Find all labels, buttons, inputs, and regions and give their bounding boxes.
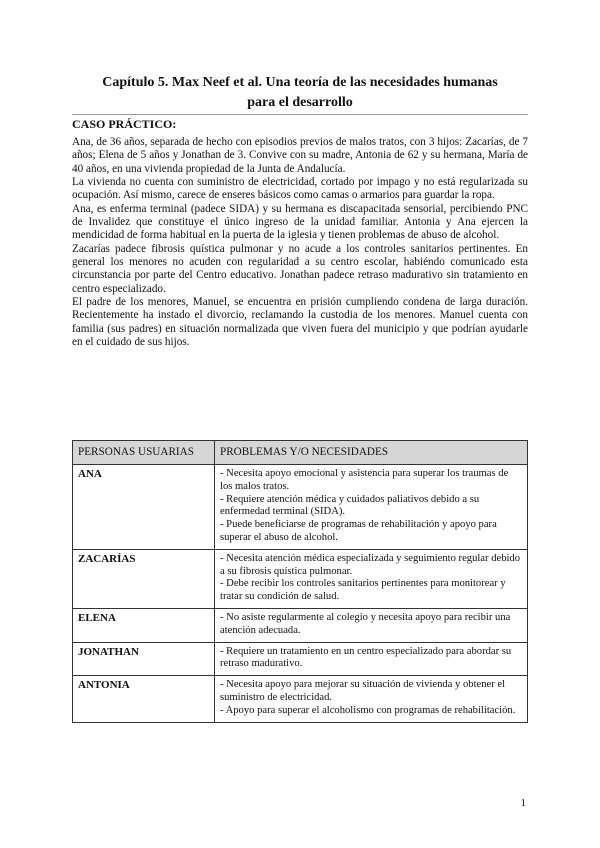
table-row — [73, 608, 528, 642]
need-item: - Debe recibir los controles sanitarios pertinentes para monitorear y tratar su condición de salud. — [220, 578, 506, 603]
case-description — [72, 136, 528, 350]
case-paragraph: Ana, de 36 años, separada de hecho con episodios previos de malos tratos, con 3 hijos: Zacarías, de 7 años; Elena de 5 años y Jonathan de 3. Convive con su madre, Antonia de 62 y su hermana, María de 40 años, en una vivienda propiedad de la Junta de Andalucía. — [72, 136, 528, 175]
chapter-title — [72, 73, 528, 113]
person-cell: ANA — [73, 465, 215, 550]
case-paragraph: La vivienda no cuenta con suministro de electricidad, cortado por impago y no está regularizada su ocupación. Así mismo, carece de enseres básicos como camas o armarios para guardar la ropa. — [72, 176, 528, 202]
column-header-needs: PROBLEMAS Y/O NECESIDADES — [215, 441, 528, 465]
section-heading: CASO PRÁCTICO: — [72, 117, 177, 131]
column-header-persons: PERSONAS USUARIAS — [73, 441, 215, 465]
need-item: - Necesita atención médica especializada y seguimiento regular debido a su fibrosis quística pulmonar. — [220, 552, 521, 577]
needs-table — [72, 440, 528, 723]
need-item: - Apoyo para superar el alcoholismo con programas de rehabilitación. — [220, 704, 516, 716]
case-paragraph: Zacarías padece fibrosis quística pulmonar y no acude a los controles sanitarios pertinentes. En general los menores no acuden con regularidad a su centro escolar, habiéndo comunicado esta circunstancia por parte del Centro educativo. Jonathan padece retraso madurativo sin tratamiento en centro especializado. — [72, 242, 528, 295]
need-item: - Necesita apoyo para mejorar su situación de vivienda y obtener el suministro de electricidad. — [220, 679, 506, 703]
needs-cell — [215, 608, 528, 642]
table-row — [73, 676, 528, 722]
person-cell: ELENA — [73, 608, 215, 642]
needs-cell — [215, 549, 528, 608]
case-paragraph: El padre de los menores, Manuel, se encuentra en prisión cumpliendo condena de larga duración. Recientemente ha instado el divorcio, reclamando la custodia de los menores. Manuel cuenta con familia (sus padres) en situación normalizada que viven fuera del municipio y que podrían ayudarle en el cuidado de sus hijos. — [72, 296, 528, 349]
page-number: 1 — [520, 797, 526, 809]
person-cell: ANTONIA — [73, 676, 215, 722]
table-header-row — [73, 441, 528, 465]
need-item: - Puede beneficiarse de programas de rehabilitación y apoyo para superar el abuso de alcohol. — [220, 519, 497, 543]
case-paragraph: Ana, es enferma terminal (padece SIDA) y su hermana es discapacitada sensorial, percibiendo PNC de Invalidez que constituye el único ingreso de la unidad familiar. Antonia y Ana ejercen la mendicidad de forma habitual en la puerta de la iglesia y tienen problemas de abuso de alcohol. — [72, 202, 528, 242]
need-item: - Requiere atención médica y cuidados paliativos debido a su enfermedad terminal (SIDA). — [220, 493, 480, 518]
needs-cell — [215, 676, 528, 722]
need-item: - No asiste regularmente al colegio y necesita apoyo para recibir una atención adecuada. — [220, 611, 511, 636]
need-item: - Requiere un tratamiento en un centro especializado para abordar su retraso madurativo. — [220, 645, 512, 670]
table-row — [73, 642, 528, 676]
table-row — [73, 465, 528, 550]
person-cell: JONATHAN — [73, 642, 215, 676]
needs-cell — [215, 465, 528, 550]
title-divider — [72, 114, 528, 115]
need-item: - Necesita apoyo emocional y asistencia para superar los traumas de los malos tratos. — [220, 468, 509, 492]
needs-cell — [215, 642, 528, 676]
person-cell: ZACARÍAS — [73, 549, 215, 608]
chapter-title-line-2: para el desarrollo — [247, 95, 353, 110]
chapter-title-line-1: Capítulo 5. Max Neef et al. Una teoría de las necesidades humanas — [102, 75, 498, 90]
table-row — [73, 549, 528, 608]
